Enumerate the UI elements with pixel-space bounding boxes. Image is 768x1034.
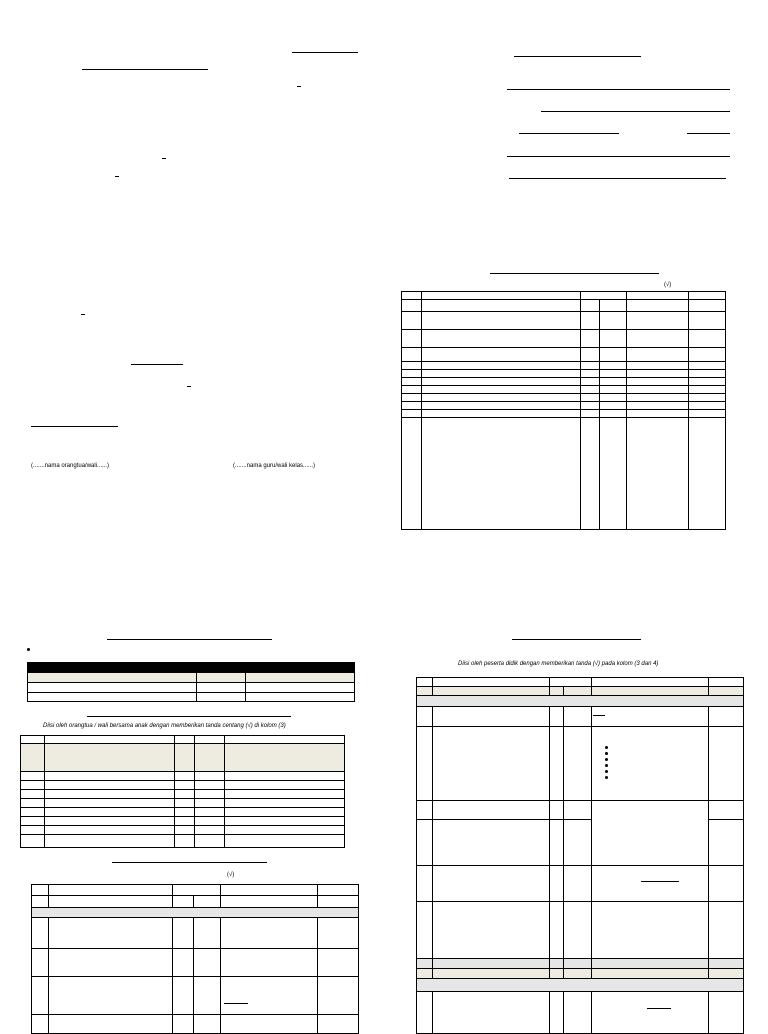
table-parent-checklist: [20, 735, 345, 848]
underline: [641, 881, 679, 882]
underline: [31, 426, 118, 427]
underline: [187, 386, 191, 387]
underline: [507, 89, 730, 90]
teacher-signature-name: (.......nama guru/wali kelas......): [233, 463, 316, 469]
checkmark-label: (√): [664, 282, 672, 288]
underline: [82, 69, 208, 70]
table-title-underline: [87, 716, 291, 717]
underline: [509, 178, 726, 179]
underline: [224, 1003, 248, 1004]
underline: [514, 56, 641, 57]
instruction-parent: Diisi oleh orangtua / wali bersama anak dengan memberikan tanda centang (√) di kolom (3): [43, 723, 286, 729]
underline: [162, 158, 166, 159]
bullet-icon: [605, 770, 608, 773]
underline: [541, 111, 730, 112]
parent-signature-name: (.......nama orangtua/wali......): [31, 463, 110, 469]
underline: [507, 156, 730, 157]
bullet-icon: [605, 764, 608, 767]
table-title-underline: [490, 273, 659, 274]
underline: [687, 133, 730, 134]
underline: [593, 715, 605, 716]
bullet-icon: [605, 758, 608, 761]
bullet-icon: [605, 776, 608, 779]
underline: [131, 364, 183, 365]
section-title-underline: [107, 639, 272, 640]
bullet-icon: [605, 746, 608, 749]
underline: [297, 86, 301, 87]
underline: [519, 133, 619, 134]
table-identity: [27, 662, 355, 702]
section-title-underline: [512, 639, 641, 640]
bullet-icon: [27, 648, 30, 651]
underline: [647, 1008, 671, 1009]
table-top-right: [401, 291, 726, 530]
instruction-student: Diisi oleh peserta didik dengan memberikan tanda (√) pada kolom (3 dan 4): [458, 661, 659, 667]
underline: [292, 52, 358, 53]
checkmark-label: (√): [227, 872, 235, 878]
underline: [81, 314, 85, 315]
bullet-icon: [605, 752, 608, 755]
table-bottom-left: [31, 884, 359, 1034]
table-student-checklist: [416, 677, 744, 1034]
underline: [115, 176, 119, 177]
table-title-underline: [112, 862, 267, 863]
